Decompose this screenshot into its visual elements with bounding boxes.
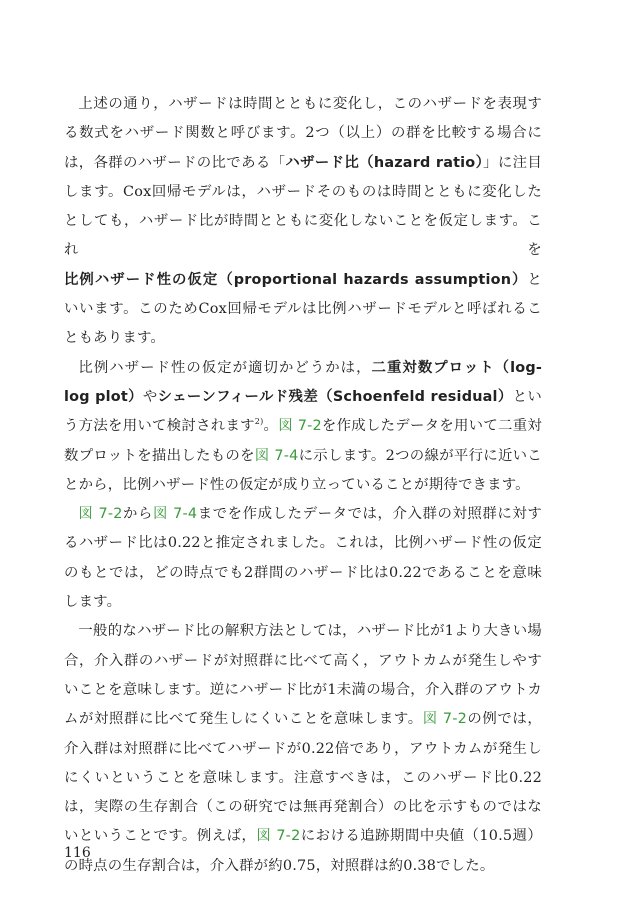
text-run: を作成したデータを用いて二重対数プロットを描出したものを — [64, 418, 542, 464]
bold-term: 二重対数プロット（log-log plot） — [64, 359, 542, 405]
figure-reference: 図 7-2 — [78, 506, 123, 523]
text-run: 一般的なハザード比の解釈方法としては，ハザード比が1より大きい場合，介入群のハザードが対照群に比べて高く，アウトカムが発生しやすいことを意味します。逆にハザード比が1未満の場合，介入群のアウトカムが対照群に比べて発生しにくいことを意味します。 — [64, 623, 542, 728]
text-run: までを作成したデータでは，介入群の対照群に対するハザード比は0.22と推定されました。これは，比例ハザード性の仮定のもとでは，どの時点でも2群間のハザード比は0.22であることを意味します。 — [64, 506, 542, 611]
bold-term: 比例ハザード性の仮定（proportional hazards assumption） — [64, 271, 528, 288]
text-run: 上述の通り，ハザードは時間とともに変化し，このハザードを表現する数式をハザード関数と呼びます。2つ（以上）の群を比較する場合には，各群のハザードの比である「 — [64, 96, 542, 171]
figure-reference: 図 7-4 — [153, 506, 198, 523]
text-run: に示します。2つの線が平行に近いことから，比例ハザード性の仮定が成り立っていることが期待できます。 — [64, 447, 542, 493]
figure-reference: 図 7-2 — [422, 711, 467, 728]
figure-reference: 図 7-2 — [256, 828, 301, 845]
text-run: から — [122, 506, 154, 523]
text-run: や — [142, 388, 158, 405]
text-run: の例では，介入群は対照群に比べてハザードが0.22倍であり，アウトカムが発生しにくいということを意味します。注意すべきは，このハザード比0.22は，実際の生存割合（この研究では無再発割合）の比を示すものではないということです。例えば， — [64, 711, 542, 845]
text-run: 。 — [263, 418, 279, 435]
bold-term: ハザード比（hazard ratio） — [285, 154, 484, 171]
figure-reference: 図 7-4 — [254, 447, 299, 464]
paragraph — [64, 90, 542, 354]
citation-superscript: 2) — [254, 417, 264, 427]
paragraph — [64, 500, 542, 617]
body-text — [64, 90, 542, 881]
paragraph — [64, 354, 542, 500]
text-run: という方法を用いて検討されます — [64, 388, 543, 435]
text-run: 」に注目します。Cox回帰モデルは，ハザードそのものは時間とともに変化したとしても，ハザード比が時間とともに変化しないことを仮定します。これを — [64, 154, 542, 259]
text-run: 比例ハザード性の仮定が適切かどうかは， — [78, 359, 372, 376]
paragraph — [64, 617, 542, 881]
bold-term: シェーンフィールド残差（Schoenfeld residual） — [157, 388, 513, 405]
page-number: 116 — [64, 845, 91, 861]
text-run: といいます。このためCox回帰モデルは比例ハザードモデルと呼ばれることもあります。 — [64, 271, 542, 347]
figure-reference: 図 7-2 — [278, 418, 322, 435]
text-run: における追跡期間中央値（10.5週）の時点の生存割合は，介入群が約0.75，対照群は約0.38でした。 — [64, 828, 542, 874]
